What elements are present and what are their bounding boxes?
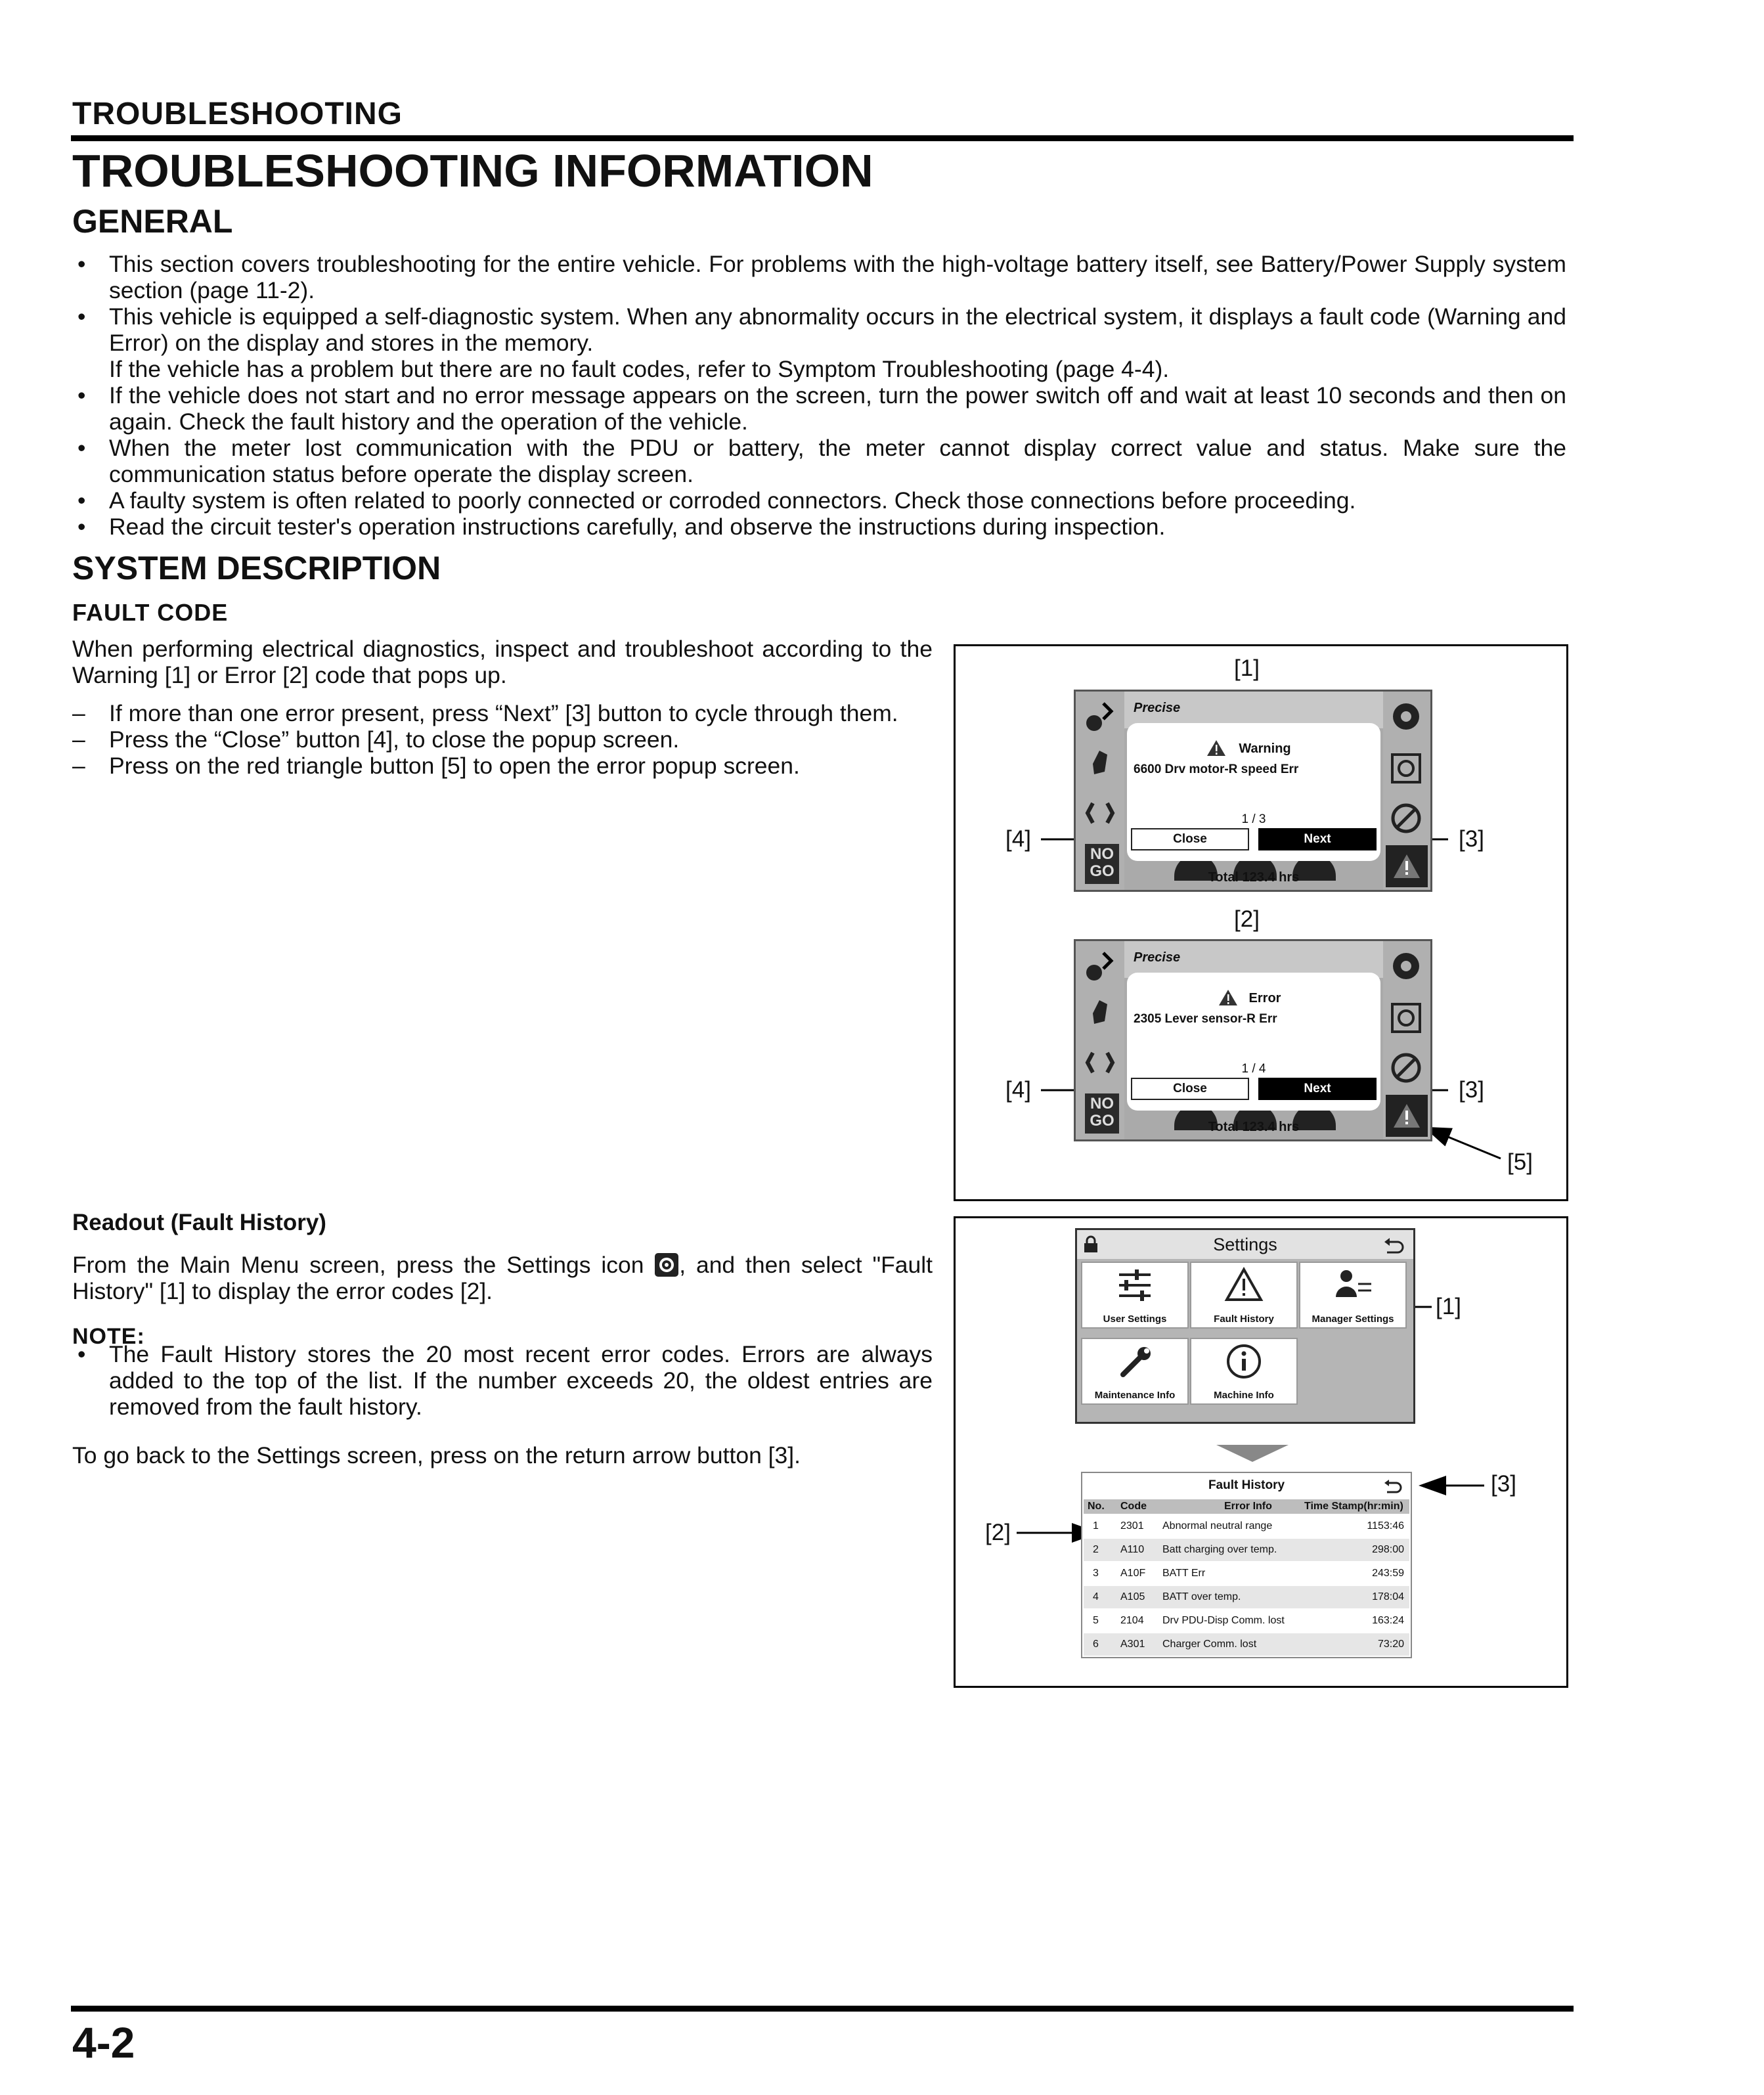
callout-4: [4] bbox=[1005, 826, 1031, 852]
general-bullet bbox=[72, 435, 1566, 487]
tile-maintenance-info[interactable] bbox=[1081, 1338, 1189, 1405]
tile-label: Maintenance Info bbox=[1094, 1390, 1176, 1401]
general-bullet bbox=[72, 514, 1566, 540]
fault-code-heading: FAULT CODE bbox=[72, 599, 229, 626]
mode-icons bbox=[1081, 698, 1120, 844]
mode-label: Precise bbox=[1134, 701, 1181, 715]
cell-error-info: Abnormal neutral range bbox=[1162, 1520, 1273, 1532]
total-hours: Total 123.4 hrs bbox=[1208, 870, 1300, 885]
next-button[interactable]: Next bbox=[1258, 828, 1377, 850]
cell-no: 4 bbox=[1093, 1591, 1099, 1602]
note-list bbox=[72, 1341, 933, 1420]
settings-screen bbox=[1075, 1228, 1415, 1424]
popup-title: Error bbox=[1248, 991, 1281, 1005]
tile-fault-history[interactable] bbox=[1190, 1262, 1298, 1329]
col-error-info: Error Info bbox=[1224, 1501, 1272, 1512]
warning-screen bbox=[1074, 690, 1432, 892]
general-heading: GENERAL bbox=[72, 203, 233, 240]
table-row bbox=[1084, 1610, 1409, 1632]
callout-1: [1] bbox=[1234, 655, 1260, 681]
popup-page-indicator: 1 / 3 bbox=[1241, 812, 1266, 826]
nogo-indicator: NO GO bbox=[1085, 844, 1119, 884]
cell-error-info: Charger Comm. lost bbox=[1162, 1639, 1257, 1650]
page-title: TROUBLESHOOTING INFORMATION bbox=[72, 145, 873, 196]
settings-gear-icon bbox=[654, 1252, 679, 1277]
tile-machine-info[interactable] bbox=[1190, 1338, 1298, 1405]
col-no: No. bbox=[1088, 1501, 1105, 1512]
general-bullet-extra: If the vehicle has a problem but there are no fault codes, refer to Symptom Troubleshooting (page 4-4). bbox=[109, 356, 1170, 382]
mode-icons bbox=[1081, 948, 1120, 1093]
cell-code: A110 bbox=[1120, 1544, 1145, 1555]
alert-triangle-button[interactable] bbox=[1386, 1095, 1428, 1137]
tile-label: Manager Settings bbox=[1312, 1313, 1394, 1325]
callout-3: [3] bbox=[1459, 1077, 1484, 1103]
cell-code: A301 bbox=[1120, 1639, 1145, 1650]
readout-intro-b: , and then select "Fault History" [1] to display the error codes [2]. bbox=[72, 1252, 933, 1304]
general-bullet bbox=[72, 251, 1566, 303]
info-icon bbox=[1224, 1343, 1264, 1380]
cell-error-info: BATT Err bbox=[1162, 1568, 1206, 1579]
return-instruction: To go back to the Settings screen, press on the return arrow button [3]. bbox=[72, 1442, 801, 1468]
note-bullet: • The Fault History stores the 20 most recent error codes. Errors are always added to the top of the list. If the number exceeds 20, the oldest entries are removed from the fault history. bbox=[72, 1341, 933, 1420]
cell-code: A10F bbox=[1120, 1568, 1146, 1579]
popup-message: 2305 Lever sensor-R Err bbox=[1134, 1012, 1277, 1026]
popup-title: Warning bbox=[1239, 741, 1291, 756]
fault-code-step: – Press the “Close” button [4], to close the popup screen. bbox=[72, 726, 933, 753]
return-arrow-icon[interactable] bbox=[1383, 1237, 1405, 1254]
table-header bbox=[1084, 1499, 1409, 1514]
figure-fault-popups bbox=[954, 644, 1568, 1201]
alert-triangle-icon bbox=[1386, 845, 1428, 887]
cell-time: 163:24 bbox=[1372, 1615, 1404, 1626]
cell-no: 2 bbox=[1093, 1544, 1099, 1555]
return-arrow-icon[interactable] bbox=[1383, 1478, 1403, 1494]
readout-intro-a: From the Main Menu screen, press the Settings icon bbox=[72, 1252, 644, 1278]
sliders-icon bbox=[1115, 1267, 1155, 1304]
header-rule bbox=[71, 135, 1574, 141]
cell-no: 6 bbox=[1093, 1639, 1099, 1650]
fault-code-step: – If more than one error present, press “Next” [3] button to cycle through them. bbox=[72, 700, 933, 726]
callout-2: [2] bbox=[985, 1520, 1011, 1545]
cell-error-info: BATT over temp. bbox=[1162, 1591, 1241, 1602]
table-row bbox=[1084, 1562, 1409, 1585]
general-bullet-text: If the vehicle does not start and no error message appears on the screen, turn the power switch off and wait at least 10 seconds and then on again. Check the fault history and the operation of the vehicle. bbox=[109, 382, 1566, 435]
callout-2: [2] bbox=[1234, 906, 1260, 932]
fault-code-steps bbox=[72, 700, 933, 779]
fault-code-intro: When performing electrical diagnostics, inspect and troubleshoot according to the Warning [1] or Error [2] code that pops up. bbox=[72, 636, 933, 688]
settings-title: Settings bbox=[1213, 1235, 1277, 1254]
callout-1: [1] bbox=[1436, 1294, 1461, 1319]
footer-rule bbox=[71, 2006, 1574, 2012]
table-row bbox=[1084, 1515, 1409, 1537]
table-row bbox=[1084, 1539, 1409, 1561]
general-bullet bbox=[72, 303, 1566, 382]
settings-icons bbox=[1388, 697, 1424, 837]
cell-no: 1 bbox=[1093, 1520, 1099, 1532]
cell-time: 73:20 bbox=[1377, 1639, 1404, 1650]
general-bullet-text: When the meter lost communication with the PDU or battery, the meter cannot display correct value and status. Make sure the communication status before operate the display screen. bbox=[109, 435, 1566, 487]
nogo-indicator: NO GO bbox=[1085, 1093, 1119, 1134]
note-label: NOTE: bbox=[72, 1324, 145, 1349]
general-bullet-text: This vehicle is equipped a self-diagnostic system. When any abnormality occurs in the electrical system, it displays a fault code (Warning and Error) on the display and stores in the memory. bbox=[109, 303, 1566, 356]
general-bullet bbox=[72, 382, 1566, 435]
tile-user-settings[interactable] bbox=[1081, 1262, 1189, 1329]
callout-5: [5] bbox=[1507, 1149, 1533, 1175]
warning-triangle-icon bbox=[1224, 1267, 1264, 1304]
table-row bbox=[1084, 1586, 1409, 1608]
popup-page-indicator: 1 / 4 bbox=[1241, 1062, 1266, 1076]
mode-label: Precise bbox=[1134, 950, 1181, 965]
warning-popup bbox=[1127, 723, 1380, 861]
cell-code: A105 bbox=[1120, 1591, 1145, 1602]
callout-3: [3] bbox=[1491, 1471, 1516, 1497]
fault-history-title: Fault History bbox=[1208, 1478, 1285, 1492]
cell-code: 2301 bbox=[1120, 1520, 1144, 1532]
system-description-heading: SYSTEM DESCRIPTION bbox=[72, 550, 441, 586]
fault-code-step: – Press on the red triangle button [5] to open the error popup screen. bbox=[72, 753, 933, 779]
error-popup bbox=[1127, 973, 1380, 1111]
tile-manager-settings[interactable] bbox=[1299, 1262, 1407, 1329]
alert-triangle-button[interactable] bbox=[1386, 845, 1428, 887]
general-bullet-text: This section covers troubleshooting for the entire vehicle. For problems with the high-voltage battery itself, see Battery/Power Supply system section (page 11-2). bbox=[109, 251, 1566, 303]
close-button[interactable]: Close bbox=[1131, 828, 1249, 850]
cell-time: 178:04 bbox=[1372, 1591, 1404, 1602]
cell-code: 2104 bbox=[1120, 1615, 1144, 1626]
cell-time: 243:59 bbox=[1372, 1568, 1404, 1579]
cell-no: 5 bbox=[1093, 1615, 1099, 1626]
wrench-icon bbox=[1115, 1343, 1155, 1380]
readout-intro bbox=[72, 1252, 933, 1304]
manager-icon bbox=[1333, 1267, 1373, 1304]
tile-label: Fault History bbox=[1214, 1313, 1274, 1325]
general-bullet bbox=[72, 487, 1566, 514]
callout-4: [4] bbox=[1005, 1077, 1031, 1103]
col-code: Code bbox=[1120, 1501, 1147, 1512]
next-button[interactable]: Next bbox=[1258, 1078, 1377, 1100]
section-header: TROUBLESHOOTING bbox=[72, 97, 403, 131]
close-button[interactable]: Close bbox=[1131, 1078, 1249, 1100]
alert-triangle-icon bbox=[1386, 1095, 1428, 1137]
cell-no: 3 bbox=[1093, 1568, 1099, 1579]
tile-label: User Settings bbox=[1103, 1313, 1167, 1325]
general-bullet-text: Read the circuit tester's operation instructions carefully, and observe the instructions during inspection. bbox=[109, 514, 1166, 540]
general-bullet-text: A faulty system is often related to poorly connected or corroded connectors. Check those connections before proceeding. bbox=[109, 487, 1356, 514]
fault-history-screen bbox=[1081, 1472, 1412, 1658]
cell-time: 298:00 bbox=[1372, 1544, 1404, 1555]
table-row bbox=[1084, 1633, 1409, 1656]
cell-error-info: Batt charging over temp. bbox=[1162, 1544, 1277, 1555]
callout-3: [3] bbox=[1459, 826, 1484, 852]
page-number: 4-2 bbox=[72, 2018, 135, 2067]
error-screen bbox=[1074, 939, 1432, 1141]
cell-time: 1153:46 bbox=[1367, 1520, 1404, 1532]
readout-heading: Readout (Fault History) bbox=[72, 1210, 326, 1235]
tile-label: Machine Info bbox=[1214, 1390, 1274, 1401]
cell-error-info: Drv PDU-Disp Comm. lost bbox=[1162, 1615, 1285, 1626]
settings-icons bbox=[1388, 946, 1424, 1087]
col-time-stamp: Time Stamp(hr:min) bbox=[1304, 1501, 1403, 1512]
total-hours: Total 123.4 hrs bbox=[1208, 1120, 1300, 1134]
general-bullet-list bbox=[72, 251, 1566, 540]
popup-message: 6600 Drv motor-R speed Err bbox=[1134, 762, 1299, 776]
